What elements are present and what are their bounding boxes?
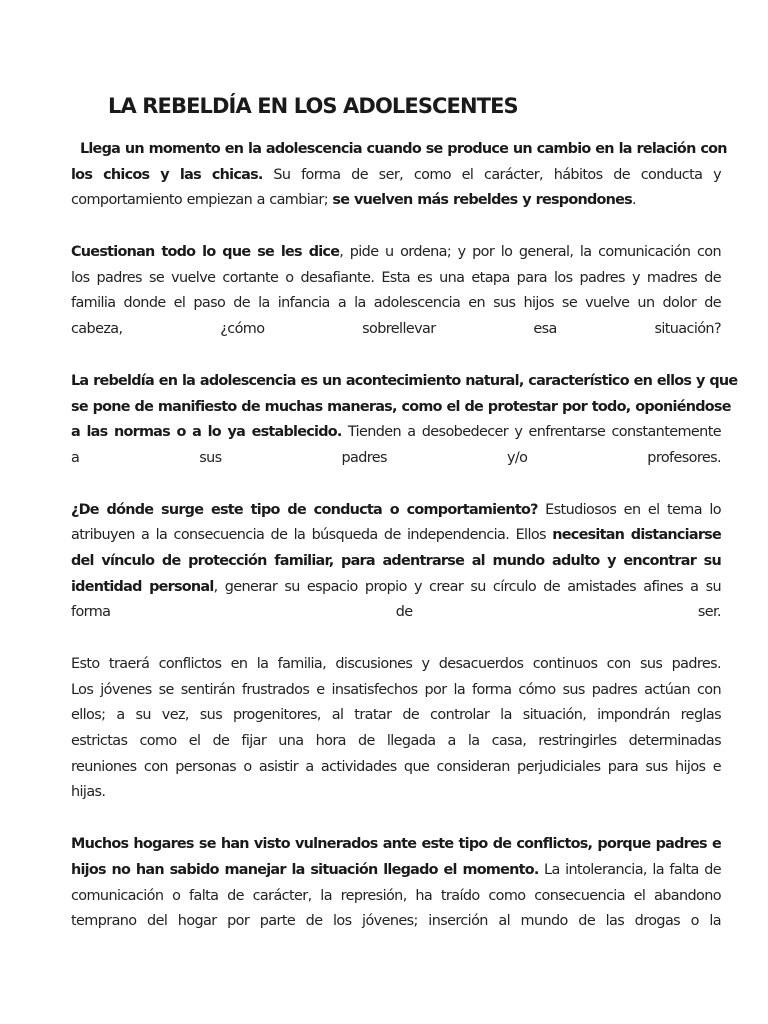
text-line — [71, 317, 721, 343]
text-line — [71, 832, 721, 858]
text-line — [71, 549, 721, 575]
text-run: reuniones con personas o asistir a actividades que consideran perjudiciales para sus hijos e — [71, 758, 721, 775]
text-run: comunicación o falta de carácter, la represión, ha traído como consecuencia el abandono — [71, 887, 721, 904]
bold-text-run: se vuelven más rebeldes y respondones — [332, 192, 632, 209]
text-line — [71, 420, 721, 446]
text-run: a sus padres y/o profesores. — [71, 449, 721, 466]
text-run: familia donde el paso de la infancia a la adolescencia en sus hijos se vuelve un dolor de — [71, 295, 721, 312]
text-line — [71, 729, 721, 755]
text-line — [71, 523, 721, 549]
text-line — [71, 755, 721, 781]
bold-text-run: los chicos y las chicas. — [71, 166, 263, 183]
bold-text-run: Muchos hogares se han visto vulnerados ante este tipo de conflictos, porque padres e — [71, 836, 721, 853]
text-line — [71, 137, 727, 163]
text-line — [71, 600, 721, 626]
text-line — [71, 909, 721, 935]
text-run: hijas. — [71, 784, 106, 801]
paragraph — [71, 498, 721, 626]
text-run: Estudiosos en el tema lo — [537, 501, 721, 518]
text-run: . — [632, 192, 636, 209]
text-run: temprano del hogar por parte de los jóvenes; inserción al mundo de las drogas o la — [71, 913, 721, 930]
document-title: LA REBELDÍA EN LOS ADOLESCENTES — [108, 94, 518, 118]
bold-text-run: Cuestionan todo lo que se les dice — [71, 244, 340, 261]
text-run: , generar su espacio propio y crear su círculo de amistades afines a su — [213, 578, 721, 595]
text-line — [71, 858, 721, 884]
bold-text-run: ¿De dónde surge este tipo de conducta o comportamiento? — [71, 501, 538, 518]
paragraph — [71, 240, 721, 343]
text-run: cabeza, ¿cómo sobrellevar esa situación? — [71, 321, 721, 338]
bold-text-run: hijos no han sabido manejar la situación llegado el momento. — [71, 861, 539, 878]
text-run: Su forma de ser, como el carácter, hábitos de conducta y — [262, 166, 721, 183]
text-line — [71, 188, 721, 214]
text-line — [71, 266, 721, 292]
text-run: forma de ser. — [71, 604, 721, 621]
paragraph — [71, 652, 721, 806]
text-line — [71, 240, 721, 266]
text-run: los padres se vuelve cortante o desafiante. Esta es una etapa para los padres y madres de — [71, 269, 721, 286]
bold-text-run: La rebeldía en la adolescencia es un acontecimiento natural, característico en ellos y que — [71, 372, 738, 389]
text-run: Esto traerá conflictos en la familia, discusiones y desacuerdos continuos con sus padres. — [71, 656, 721, 672]
text-line — [71, 291, 721, 317]
text-run: estrictas como el de fijar una hora de llegada a la casa, restringirles determinadas — [71, 733, 721, 750]
text-line — [71, 369, 738, 395]
text-line — [71, 395, 731, 421]
paragraph — [71, 832, 721, 935]
text-line — [71, 678, 721, 704]
bold-text-run: identidad personal — [71, 578, 214, 595]
text-line — [71, 446, 721, 472]
bold-text-run: se pone de manifiesto de muchas maneras, como el de protestar por todo, oponiéndose — [71, 398, 731, 415]
text-line — [71, 884, 721, 910]
text-run: , pide u ordena; y por lo general, la comunicación con — [339, 244, 721, 261]
bold-text-run: necesitan distanciarse — [552, 527, 721, 544]
text-line — [71, 780, 721, 806]
bold-text-run: Llega un momento en la adolescencia cuando se produce un cambio en la relación con — [79, 141, 727, 157]
paragraph — [71, 369, 738, 472]
text-run: Tienden a desobedecer y enfrentarse constantemente — [341, 424, 721, 441]
text-line — [71, 498, 721, 524]
bold-text-run: del vínculo de protección familiar, para adentrarse al mundo adulto y encontrar su — [71, 552, 721, 569]
text-line — [71, 703, 721, 729]
bold-text-run: a las normas o a lo ya establecido. — [71, 424, 342, 441]
text-line — [71, 652, 721, 678]
text-run: comportamiento empiezan a cambiar; — [71, 192, 333, 209]
text-run: ellos; a su vez, sus progenitores, al tratar de controlar la situación, impondrán reglas — [71, 707, 721, 724]
text-run: Los jóvenes se sentirán frustrados e insatisfechos por la forma cómo sus padres actúan con — [71, 681, 721, 698]
text-line — [71, 575, 721, 601]
text-line — [71, 163, 721, 189]
text-run: La intolerancia, la falta de — [538, 861, 721, 878]
paragraph — [71, 137, 727, 214]
text-run: atribuyen a la consecuencia de la búsqueda de independencia. Ellos — [71, 527, 553, 544]
document-body — [71, 137, 738, 961]
